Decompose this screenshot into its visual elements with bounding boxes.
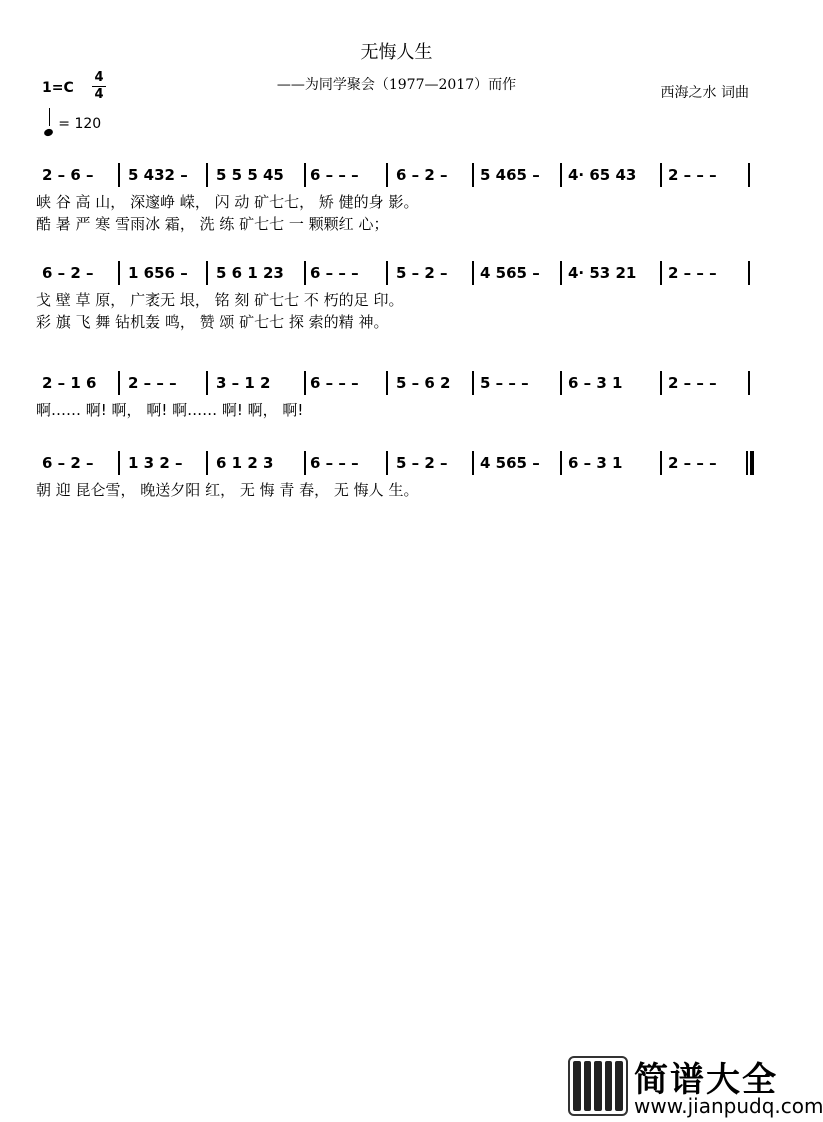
measure: 5 465 – (480, 166, 540, 184)
bar-line (304, 261, 306, 285)
measure: 6 – – – (310, 166, 359, 184)
measure: 1 656 – (128, 264, 188, 282)
lyric-line-1: 戈 壁 草 原， 广袤无 垠， 铭 刻 矿七七 不 朽的足 印。 (36, 291, 404, 309)
bar-line (206, 261, 208, 285)
measure: 6 – 2 – (42, 264, 94, 282)
bar-line (304, 163, 306, 187)
bar-line (472, 163, 474, 187)
measure: 6 – 2 – (42, 454, 94, 472)
bar-line (118, 261, 120, 285)
bar-line (560, 163, 562, 187)
time-signature-bottom: 4 (94, 87, 104, 102)
score-row-1 (36, 163, 756, 233)
measure: 4 565 – (480, 454, 540, 472)
measure: 6 1 2 3 (216, 454, 274, 472)
score-row-2 (36, 261, 756, 331)
author-credit: 西海之水 词曲 (660, 85, 749, 101)
measure: 2 – – – (668, 166, 717, 184)
bar-line (118, 163, 120, 187)
bar-line (660, 261, 662, 285)
site-logo (568, 1050, 823, 1120)
bar-line (304, 451, 306, 475)
measure: 4 565 – (480, 264, 540, 282)
lyric-line-2: 彩 旗 飞 舞 钻机轰 鸣， 赞 颂 矿七七 探 索的精 神。 (36, 313, 389, 331)
bar-line (386, 163, 388, 187)
measure: 5 – – – (480, 374, 529, 392)
bar-line (472, 371, 474, 395)
lyric-line-2: 酷 暑 严 寒 雪雨冰 霜， 洗 练 矿七七 一 颗颗红 心； (36, 215, 389, 233)
final-bar-line (746, 451, 754, 475)
notes-line (36, 451, 756, 475)
measure: 2 – – – (668, 264, 717, 282)
score-row-4 (36, 451, 756, 499)
measure: 2 – – – (128, 374, 177, 392)
bar-line (386, 451, 388, 475)
measure: 6 – – – (310, 264, 359, 282)
bar-line (304, 371, 306, 395)
score-row-3 (36, 371, 756, 419)
measure: 5 – 2 – (396, 264, 448, 282)
measure: 5 5 5 45 (216, 166, 284, 184)
bar-line (748, 371, 750, 395)
logo-name: 简谱大全 (634, 1060, 778, 1100)
measure: 6 – – – (310, 454, 359, 472)
notes-line (36, 261, 756, 285)
measure: 5 432 – (128, 166, 188, 184)
bar-line (560, 371, 562, 395)
measure: 6 – 3 1 (568, 454, 623, 472)
time-signature-top: 4 (94, 70, 104, 85)
bar-line (660, 451, 662, 475)
time-signature (92, 70, 106, 103)
bar-line (748, 261, 750, 285)
lyric-line-1: 峡 谷 高 山， 深邃峥 嵘， 闪 动 矿七七， 矫 健的身 影。 (36, 193, 419, 211)
bar-line (386, 371, 388, 395)
tempo-marking (44, 113, 101, 135)
bar-line (472, 261, 474, 285)
measure: 5 – 2 – (396, 454, 448, 472)
measure: 2 – 1 6 (42, 374, 97, 392)
bar-line (660, 163, 662, 187)
measure: 6 – 3 1 (568, 374, 623, 392)
key-signature: 1=C (42, 80, 74, 96)
bar-line (560, 261, 562, 285)
bar-line (560, 451, 562, 475)
measure: 2 – 6 – (42, 166, 94, 184)
bar-line (472, 451, 474, 475)
notes-line (36, 371, 756, 395)
measure: 2 – – – (668, 454, 717, 472)
bar-line (748, 163, 750, 187)
bar-line (386, 261, 388, 285)
song-subtitle: ——为同学聚会（1977—2017）而作 (276, 77, 517, 93)
bar-line (660, 371, 662, 395)
measure: 6 – – – (310, 374, 359, 392)
tempo-value: = 120 (58, 116, 102, 132)
bar-line (206, 451, 208, 475)
lyric-line-1: 朝 迎 昆仑雪， 晚送夕阳 红， 无 悔 青 春， 无 悔人 生。 (36, 481, 419, 499)
measure: 3 – 1 2 (216, 374, 271, 392)
bar-line (206, 163, 208, 187)
song-title: 无悔人生 (360, 42, 433, 63)
measure: 4· 65 43 (568, 166, 637, 184)
quarter-note-icon (44, 113, 54, 135)
measure: 5 – 6 2 (396, 374, 451, 392)
piano-keys-icon (568, 1056, 628, 1116)
notes-line (36, 163, 756, 187)
measure: 5 6 1 23 (216, 264, 284, 282)
bar-line (206, 371, 208, 395)
measure: 4· 53 21 (568, 264, 637, 282)
bar-line (118, 371, 120, 395)
bar-line (118, 451, 120, 475)
logo-url: www.jianpudq.com (634, 1094, 823, 1118)
measure: 6 – 2 – (396, 166, 448, 184)
lyric-line-1: 啊…… 啊! 啊， 啊! 啊…… 啊! 啊， 啊! (36, 401, 304, 419)
measure: 2 – – – (668, 374, 717, 392)
measure: 1 3 2 – (128, 454, 183, 472)
